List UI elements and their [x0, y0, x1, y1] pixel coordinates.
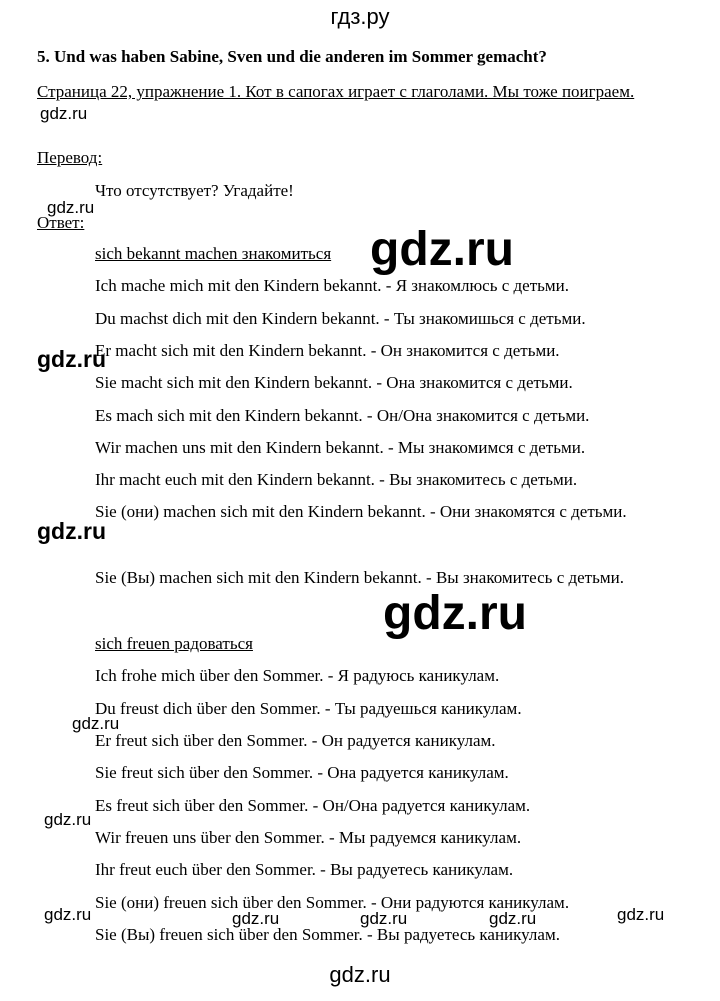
section1-line: Ich mache mich mit den Kindern bekannt. - Я знакомлюсь с детьми. — [95, 276, 569, 295]
watermark: gdz.ru — [370, 223, 514, 276]
section2-line: Sie (Вы) freuen sich über den Sommer. - Вы радуетесь каникулам. — [95, 925, 560, 944]
section1-line: Es mach sich mit den Kindern bekannt. - Он/Она знакомится с детьми. — [95, 406, 590, 425]
watermark: gdz.ru — [44, 810, 92, 829]
section1-line: Sie macht sich mit den Kindern bekannt. - Она знакомится с детьми. — [95, 373, 573, 392]
section1-line: Du machst dich mit den Kindern bekannt. - Ты знакомишься с детьми. — [95, 309, 586, 328]
translation-label: Перевод: — [37, 148, 103, 167]
task-statement: Страница 22, упражнение 1. Кот в сапогах играет с глаголами. Мы тоже поиграем. — [37, 82, 635, 101]
watermark: gdz.ru — [383, 587, 527, 640]
section1-line: Er macht sich mit den Kindern bekannt. - Он знакомится с детьми. — [95, 341, 560, 360]
section2-line: Er freut sich über den Sommer. - Он радуется каникулам. — [95, 731, 496, 750]
watermark: gdz.ru — [37, 518, 106, 544]
watermark: gdz.ru — [40, 104, 88, 123]
section1-paragraph: Sie (Вы) machen sich mit den Kindern bekannt. - Вы знакомитесь с детьми. — [95, 568, 624, 587]
watermark: gdz.ru — [44, 905, 92, 924]
section1-paragraph: Sie (они) machen sich mit den Kindern bekannt. - Они знакомятся с детьми. — [95, 502, 627, 521]
answer-label: Ответ: — [37, 213, 85, 232]
site-header-title: гдз.ру — [330, 4, 390, 29]
translation-text: Что отсутствует? Угадайте! — [95, 181, 294, 200]
section2-line: Ihr freut euch über den Sommer. - Вы радуетесь каникулам. — [95, 860, 514, 879]
watermark: gdz.ru — [37, 346, 106, 372]
section2-line: Sie (они) freuen sich über den Sommer. - Они радуются каникулам. — [95, 893, 570, 912]
watermark: gdz.ru — [47, 198, 95, 217]
section1-title: sich bekannt machen знакомиться — [95, 244, 332, 263]
section1-line: Ihr macht euch mit den Kindern bekannt. - Вы знакомитесь с детьми. — [95, 470, 578, 489]
watermark: gdz.ru — [489, 909, 537, 928]
section2-line: Du freust dich über den Sommer. - Ты радуешься каникулам. — [95, 699, 522, 718]
section2-line: Sie freut sich über den Sommer. - Она радуется каникулам. — [95, 763, 509, 782]
section2-line: Ich frohe mich über den Sommer. - Я радуюсь каникулам. — [95, 666, 500, 685]
watermark: gdz.ru — [232, 909, 280, 928]
section2-line: Wir freuen uns über den Sommer. - Мы радуемся каникулам. — [95, 828, 522, 847]
watermark: gdz.ru — [617, 905, 665, 924]
section2-line: Es freut sich über den Sommer. - Он/Она радуется каникулам. — [95, 796, 531, 815]
section2-title: sich freuen радоваться — [95, 634, 253, 653]
site-footer-watermark: gdz.ru — [329, 962, 391, 987]
section1-line: Wir machen uns mit den Kindern bekannt. - Мы знакомимся с детьми. — [95, 438, 586, 457]
watermark: gdz.ru — [360, 909, 408, 928]
watermark: gdz.ru — [72, 714, 120, 733]
exercise-heading: 5. Und was haben Sabine, Sven und die anderen im Sommer gemacht? — [37, 47, 547, 66]
